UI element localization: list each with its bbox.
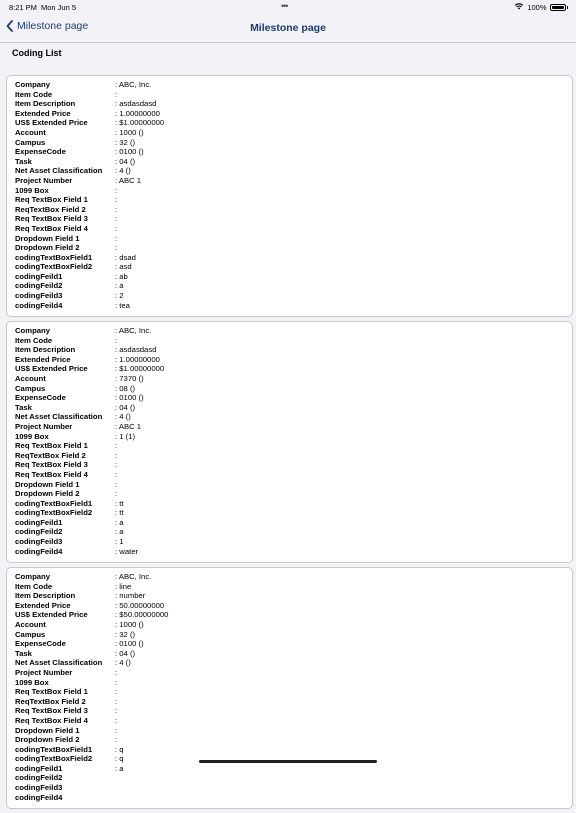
field-label: Dropdown Field 2 [15, 735, 80, 745]
coding-row [15, 518, 572, 528]
field-label: Item Description [15, 345, 76, 355]
field-label: codingTextBoxField1 [15, 744, 93, 754]
coding-row [15, 783, 572, 793]
field-value: : 08 () [115, 383, 136, 393]
field-value: : 50.00000000 [115, 600, 165, 610]
field-label: Req TextBox Field 3 [15, 460, 88, 470]
field-label: Net Asset Classification [15, 166, 103, 176]
field-label: Req TextBox Field 4 [15, 223, 88, 233]
field-label: ReqTextBox Field 2 [15, 450, 86, 460]
field-value: : a [115, 281, 124, 291]
navigation-bar [0, 14, 576, 43]
field-value: : [115, 185, 118, 195]
field-value: : 7370 () [115, 373, 144, 383]
field-value: : 1000 () [115, 127, 144, 137]
page-title: Milestone page [250, 22, 326, 34]
status-date: Mon Jun 5 [41, 3, 77, 12]
wifi-icon [514, 2, 524, 12]
coding-row [15, 668, 572, 678]
field-value: : [115, 735, 118, 745]
field-value: : 1 (1) [115, 431, 136, 441]
field-label: Item Description [15, 99, 76, 109]
coding-row [15, 214, 572, 224]
field-value: : asd [115, 262, 132, 272]
coding-row [15, 157, 572, 167]
field-label: Task [15, 156, 32, 166]
coding-row [15, 441, 572, 451]
field-label: ReqTextBox Field 2 [15, 204, 86, 214]
field-label: US$ Extended Price [15, 118, 88, 128]
coding-row [15, 118, 572, 128]
status-time: 8:21 PM [9, 3, 37, 12]
field-label: US$ Extended Price [15, 364, 88, 374]
coding-row [15, 460, 572, 470]
field-label: ExpenseCode [15, 147, 66, 157]
field-value: : [115, 223, 118, 233]
field-label: Req TextBox Field 4 [15, 469, 88, 479]
coding-row [15, 470, 572, 480]
field-label: codingFeild3 [15, 537, 63, 547]
field-value: : 0100 () [115, 147, 144, 157]
field-label: ExpenseCode [15, 393, 66, 403]
coding-row [15, 224, 572, 234]
coding-card [6, 321, 573, 563]
coding-row [15, 234, 572, 244]
field-value: : 04 () [115, 156, 136, 166]
field-label: 1099 Box [15, 677, 49, 687]
status-bar [0, 0, 576, 14]
field-label: Dropdown Field 1 [15, 725, 80, 735]
coding-row [15, 572, 572, 582]
field-value: : tt [115, 498, 124, 508]
coding-row [15, 499, 572, 509]
coding-row [15, 364, 572, 374]
field-value: : 04 () [115, 648, 136, 658]
coding-row [15, 301, 572, 311]
field-value: : ABC, Inc. [115, 572, 152, 581]
battery-icon [550, 4, 566, 11]
field-value: : 0100 () [115, 393, 144, 403]
field-label: Dropdown Field 1 [15, 233, 80, 243]
field-value: : [115, 725, 118, 735]
field-label: 1099 Box [15, 431, 49, 441]
coding-row [15, 243, 572, 253]
field-value: : [115, 696, 118, 706]
coding-row [15, 489, 572, 499]
field-label: codingFeild1 [15, 517, 63, 527]
field-label: codingFeild1 [15, 763, 63, 773]
field-value: : [115, 715, 118, 725]
back-button-label: Milestone page [17, 20, 89, 32]
field-label: Item Code [15, 335, 53, 345]
coding-row [15, 186, 572, 196]
field-value: : [115, 677, 118, 687]
coding-row [15, 99, 572, 109]
field-value: : [115, 460, 118, 470]
status-right [514, 2, 568, 12]
coding-row [15, 166, 572, 176]
field-label: Campus [15, 137, 46, 147]
coding-row [15, 326, 572, 336]
field-value: : [115, 441, 118, 451]
field-value: : a [115, 763, 124, 773]
field-label: Extended Price [15, 108, 71, 118]
coding-row [15, 773, 572, 783]
coding-row [15, 610, 572, 620]
field-label: codingFeild3 [15, 783, 63, 793]
field-label: codingFeild4 [15, 792, 63, 802]
field-label: Account [15, 619, 46, 629]
field-label: Task [15, 648, 32, 658]
field-value: : 1.00000000 [115, 108, 160, 118]
coding-row [15, 697, 572, 707]
field-value: : water [115, 546, 139, 556]
field-value: : 4 () [115, 658, 131, 668]
coding-row [15, 147, 572, 157]
coding-row [15, 537, 572, 547]
field-label: US$ Extended Price [15, 610, 88, 620]
field-label: Dropdown Field 1 [15, 479, 80, 489]
coding-row [15, 272, 572, 282]
coding-row [15, 480, 572, 490]
field-label: codingTextBoxField1 [15, 498, 93, 508]
field-value: : [115, 479, 118, 489]
field-value: : [115, 214, 118, 224]
coding-row [15, 591, 572, 601]
field-value: : ABC 1 [115, 421, 142, 431]
field-value [115, 793, 572, 803]
field-value: : [115, 667, 118, 677]
coding-card [6, 75, 573, 317]
coding-row [15, 253, 572, 263]
coding-row [15, 403, 572, 413]
field-value: : tt [115, 508, 124, 518]
battery-percent: 100% [527, 2, 547, 12]
field-value: : [115, 450, 118, 460]
coding-row [15, 706, 572, 716]
coding-row [15, 345, 572, 355]
field-label: Account [15, 127, 46, 137]
field-label: Company [15, 80, 51, 89]
field-value: : [115, 335, 118, 345]
field-value: : $1.00000000 [115, 118, 165, 128]
field-label: Net Asset Classification [15, 412, 103, 422]
coding-row [15, 138, 572, 148]
coding-row [15, 422, 572, 432]
field-label: Dropdown Field 2 [15, 489, 80, 499]
field-value: : ABC, Inc. [115, 326, 152, 335]
field-label: codingFeild4 [15, 546, 63, 556]
field-label: Campus [15, 383, 46, 393]
coding-row [15, 128, 572, 138]
field-label: Item Code [15, 581, 53, 591]
field-label: Req TextBox Field 4 [15, 715, 88, 725]
field-label: Campus [15, 629, 46, 639]
coding-row [15, 90, 572, 100]
field-label: Extended Price [15, 600, 71, 610]
coding-row [15, 80, 572, 90]
field-label: Req TextBox Field 1 [15, 441, 88, 451]
field-value: : [115, 469, 118, 479]
coding-row [15, 601, 572, 611]
coding-row [15, 630, 572, 640]
section-title: Coding List [12, 48, 62, 58]
field-label: Req TextBox Field 1 [15, 195, 88, 205]
field-label: ExpenseCode [15, 639, 66, 649]
field-label: Project Number [15, 667, 73, 677]
field-value: : [115, 706, 118, 716]
field-value [115, 783, 572, 793]
field-label: codingFeild4 [15, 300, 63, 310]
field-value: : [115, 89, 118, 99]
field-label: Req TextBox Field 1 [15, 687, 88, 697]
field-label: codingFeild2 [15, 773, 63, 783]
field-label: Company [15, 326, 51, 335]
field-value: : 1 [115, 537, 124, 547]
coding-row [15, 527, 572, 537]
coding-row [15, 205, 572, 215]
field-value: : a [115, 517, 124, 527]
field-label: 1099 Box [15, 185, 49, 195]
field-label: codingTextBoxField2 [15, 508, 93, 518]
field-label: Task [15, 402, 32, 412]
field-label: codingFeild2 [15, 527, 63, 537]
field-value: : asdasdasd [115, 345, 157, 355]
coding-list[interactable] [6, 75, 573, 813]
field-label: Net Asset Classification [15, 658, 103, 668]
field-value: : $1.00000000 [115, 364, 165, 374]
field-value: : dsad [115, 252, 136, 262]
coding-row [15, 764, 572, 774]
coding-row [15, 735, 572, 745]
field-value: : 2 [115, 291, 124, 301]
field-label: Item Code [15, 89, 53, 99]
coding-row [15, 176, 572, 186]
coding-row [15, 384, 572, 394]
field-value: : ABC, Inc. [115, 80, 152, 89]
coding-row [15, 262, 572, 272]
field-value: : q [115, 744, 124, 754]
field-label: codingFeild2 [15, 281, 63, 291]
field-label: Extended Price [15, 354, 71, 364]
coding-row [15, 291, 572, 301]
coding-row [15, 658, 572, 668]
field-value: : 32 () [115, 629, 136, 639]
field-label: codingTextBoxField1 [15, 252, 93, 262]
field-value: : 1000 () [115, 619, 144, 629]
field-value: : 4 () [115, 412, 131, 422]
field-value: : number [115, 591, 146, 601]
field-value: : line [115, 581, 132, 591]
coding-row [15, 412, 572, 422]
field-label: codingTextBoxField2 [15, 262, 93, 272]
coding-row [15, 451, 572, 461]
field-label: Dropdown Field 2 [15, 243, 80, 253]
coding-row [15, 726, 572, 736]
coding-row [15, 745, 572, 755]
field-value: : 0100 () [115, 639, 144, 649]
coding-row [15, 195, 572, 205]
field-label: codingTextBoxField2 [15, 754, 93, 764]
field-value: : [115, 489, 118, 499]
coding-row [15, 716, 572, 726]
coding-row [15, 649, 572, 659]
coding-card [6, 567, 573, 809]
home-indicator[interactable] [199, 760, 377, 763]
field-label: Company [15, 572, 51, 581]
field-value: : $50.00000000 [115, 610, 169, 620]
field-value: : 32 () [115, 137, 136, 147]
field-value: : ABC 1 [115, 175, 142, 185]
coding-row [15, 508, 572, 518]
field-label: ReqTextBox Field 2 [15, 696, 86, 706]
field-value: : 1.00000000 [115, 354, 160, 364]
field-label: Project Number [15, 421, 73, 431]
field-value: : 4 () [115, 166, 131, 176]
coding-row [15, 687, 572, 697]
coding-row [15, 678, 572, 688]
field-label: codingFeild3 [15, 291, 63, 301]
field-value: : [115, 233, 118, 243]
coding-row [15, 793, 572, 803]
field-value: : ab [115, 271, 128, 281]
field-value: : tea [115, 300, 130, 310]
field-value: : [115, 204, 118, 214]
field-value [115, 773, 572, 783]
coding-row [15, 336, 572, 346]
field-value: : asdasdasd [115, 99, 157, 109]
coding-row [15, 582, 572, 592]
coding-row [15, 281, 572, 291]
multitasking-dots[interactable]: ••• [281, 1, 288, 11]
field-value: : 04 () [115, 402, 136, 412]
field-label: Req TextBox Field 3 [15, 706, 88, 716]
coding-row [15, 432, 572, 442]
coding-row [15, 547, 572, 557]
coding-row [15, 109, 572, 119]
field-value: : [115, 195, 118, 205]
coding-row [15, 374, 572, 384]
field-value: : a [115, 527, 124, 537]
coding-row [15, 355, 572, 365]
coding-row [15, 620, 572, 630]
field-label: codingFeild1 [15, 271, 63, 281]
field-value: : [115, 243, 118, 253]
coding-row [15, 639, 572, 649]
field-label: Account [15, 373, 46, 383]
field-label: Req TextBox Field 3 [15, 214, 88, 224]
field-label: Item Description [15, 591, 76, 601]
field-value: : [115, 687, 118, 697]
field-label: Project Number [15, 175, 73, 185]
coding-row [15, 393, 572, 403]
field-value: : q [115, 754, 124, 764]
